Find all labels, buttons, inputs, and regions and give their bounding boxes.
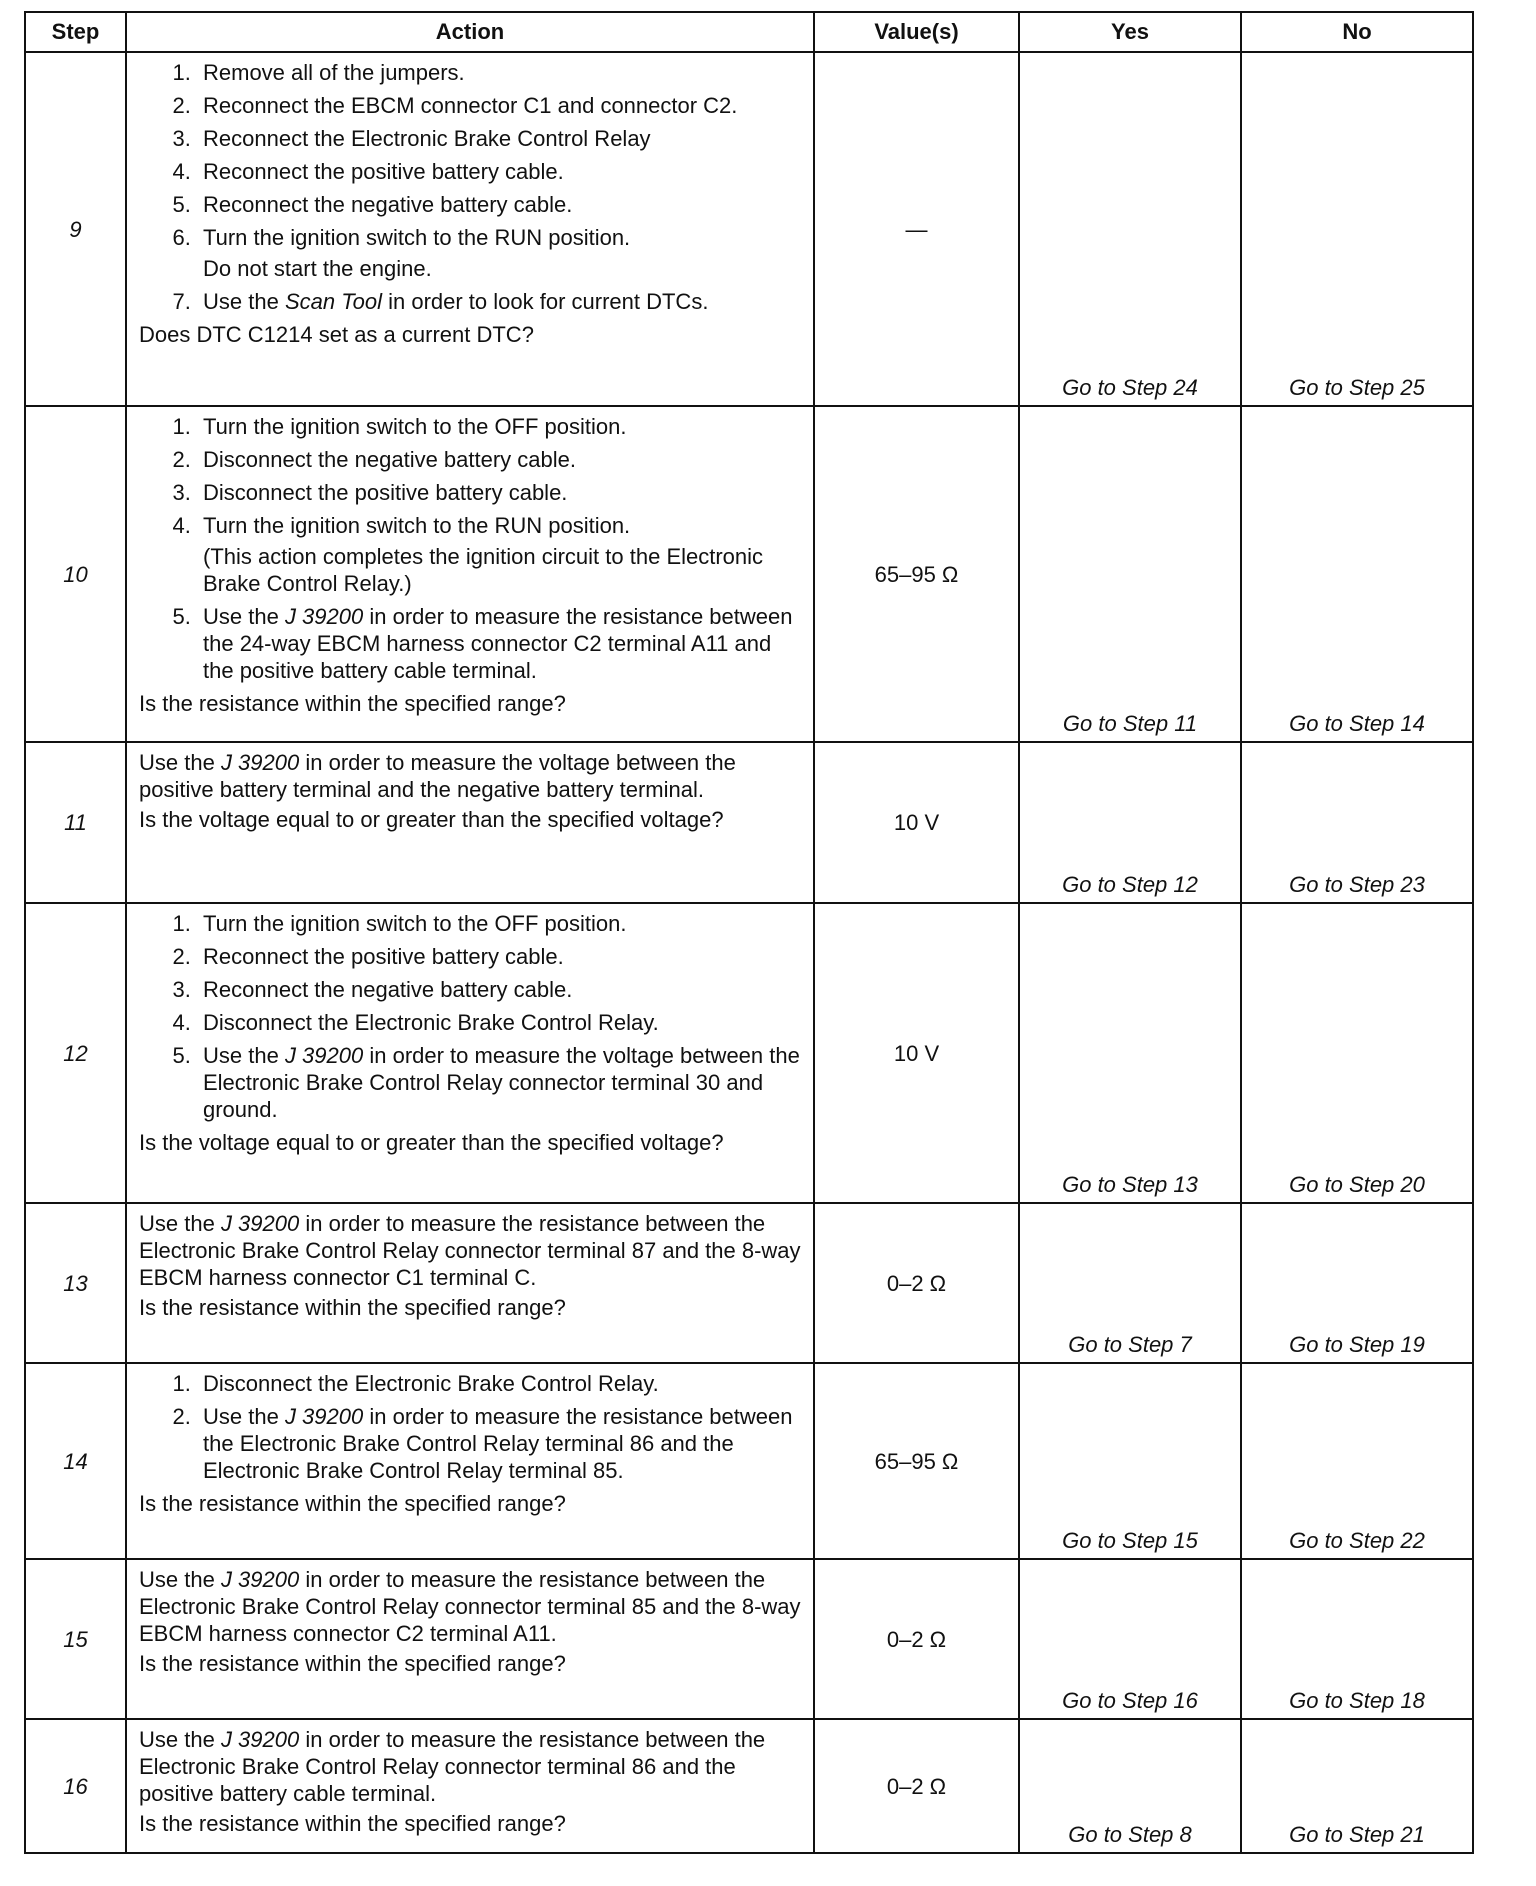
- table-row: [25, 1719, 1473, 1853]
- step-number: 9: [25, 52, 126, 406]
- text-after: in order to measure the resistance between the Electronic Brake Control Relay connector terminal 87 and the 8-way EBCM harness connector C1 terminal C.: [139, 1211, 801, 1290]
- action-step: [197, 1042, 803, 1123]
- text-after: in order to measure the resistance between the Electronic Brake Control Relay terminal 86 and the Electronic Brake Control Relay terminal 85.: [203, 1404, 793, 1483]
- tool-name: J 39200: [220, 1727, 300, 1752]
- action-cell: [126, 903, 814, 1203]
- action-question: Is the resistance within the specified range?: [139, 1651, 566, 1676]
- action-steps: [139, 1370, 803, 1484]
- step-number: 13: [25, 1203, 126, 1363]
- no-cell: Go to Step 19: [1241, 1203, 1473, 1363]
- step-text: Reconnect the negative battery cable.: [203, 192, 573, 217]
- value-cell: 0–2 Ω: [814, 1719, 1019, 1853]
- step-text: Remove all of the jumpers.: [203, 60, 465, 85]
- table-row: [25, 742, 1473, 903]
- step-text: Turn the ignition switch to the RUN position.: [203, 513, 631, 538]
- text-after: in order to measure the resistance between the Electronic Brake Control Relay connector terminal 86 and the positive battery cable terminal.: [139, 1727, 766, 1806]
- action-question: Is the voltage equal to or greater than the specified voltage?: [139, 1130, 724, 1155]
- action-steps: [139, 910, 803, 1123]
- action-question: Is the resistance within the specified range?: [139, 1811, 566, 1836]
- yes-cell: Go to Step 24: [1019, 52, 1241, 406]
- action-paragraph: [139, 1726, 803, 1807]
- action-cell: [126, 1203, 814, 1363]
- step-text: Turn the ignition switch to the OFF position.: [203, 911, 627, 936]
- action-step: [197, 943, 803, 970]
- action-cell: [126, 52, 814, 406]
- text-before: Use the: [139, 750, 221, 775]
- text-before: Use the: [139, 1211, 221, 1236]
- action-step: [197, 224, 803, 282]
- text-before: Use the: [203, 1043, 285, 1068]
- value-cell: 0–2 Ω: [814, 1559, 1019, 1719]
- step-number: 12: [25, 903, 126, 1203]
- value-cell: 65–95 Ω: [814, 406, 1019, 742]
- action-step: [197, 59, 803, 86]
- value-cell: —: [814, 52, 1019, 406]
- step-number: 16: [25, 1719, 126, 1853]
- step-text: Reconnect the Electronic Brake Control Relay: [203, 126, 651, 151]
- text-after: in order to measure the resistance between the 24-way EBCM harness connector C2 terminal A11 and the positive battery cable terminal.: [203, 604, 793, 683]
- table-row: [25, 1559, 1473, 1719]
- step-text: Disconnect the negative battery cable.: [203, 447, 577, 472]
- no-cell: Go to Step 21: [1241, 1719, 1473, 1853]
- action-cell: [126, 1363, 814, 1559]
- action-cell: [126, 742, 814, 903]
- step-text: Reconnect the negative battery cable.: [203, 977, 573, 1002]
- step-note: Do not start the engine.: [203, 256, 432, 281]
- yes-cell: Go to Step 12: [1019, 742, 1241, 903]
- action-question: Is the resistance within the specified range?: [139, 1295, 566, 1320]
- diagnostic-table-sheet: [24, 11, 1472, 1854]
- text-before: Use the: [139, 1727, 221, 1752]
- action-step: [197, 288, 803, 315]
- action-question: Does DTC C1214 set as a current DTC?: [139, 322, 534, 347]
- yes-cell: Go to Step 11: [1019, 406, 1241, 742]
- action-step: [197, 603, 803, 684]
- action-step: [197, 479, 803, 506]
- text-before: Use the: [139, 1567, 221, 1592]
- step-text: Reconnect the positive battery cable.: [203, 159, 564, 184]
- header-yes: Yes: [1019, 12, 1241, 52]
- step-text: Disconnect the Electronic Brake Control Relay.: [203, 1010, 659, 1035]
- tool-name: J 39200: [284, 604, 364, 629]
- action-step: [197, 92, 803, 119]
- step-number: 15: [25, 1559, 126, 1719]
- text-after: in order to measure the voltage between the positive battery terminal and the negative battery terminal.: [139, 750, 736, 802]
- text-before: Use the: [203, 1404, 285, 1429]
- table-body: [25, 52, 1473, 1853]
- action-cell: [126, 406, 814, 742]
- yes-cell: Go to Step 15: [1019, 1363, 1241, 1559]
- action-steps: [139, 413, 803, 684]
- tool-name: Scan Tool: [284, 289, 382, 314]
- action-step: [197, 1403, 803, 1484]
- action-steps: [139, 59, 803, 315]
- action-step: [197, 976, 803, 1003]
- diagnostic-table: [24, 11, 1474, 1854]
- tool-name: J 39200: [220, 750, 300, 775]
- step-number: 10: [25, 406, 126, 742]
- yes-cell: Go to Step 16: [1019, 1559, 1241, 1719]
- action-question: Is the voltage equal to or greater than the specified voltage?: [139, 807, 724, 832]
- text-before: Use the: [203, 604, 285, 629]
- step-text: Reconnect the EBCM connector C1 and connector C2.: [203, 93, 738, 118]
- action-step: [197, 125, 803, 152]
- table-row: [25, 1203, 1473, 1363]
- no-cell: Go to Step 25: [1241, 52, 1473, 406]
- table-row: [25, 52, 1473, 406]
- tool-name: J 39200: [220, 1567, 300, 1592]
- header-values: Value(s): [814, 12, 1019, 52]
- action-cell: [126, 1719, 814, 1853]
- table-row: [25, 903, 1473, 1203]
- value-cell: 65–95 Ω: [814, 1363, 1019, 1559]
- action-paragraph: [139, 1210, 803, 1291]
- action-step: [197, 446, 803, 473]
- action-question: Is the resistance within the specified range?: [139, 1491, 566, 1516]
- step-text: Turn the ignition switch to the OFF position.: [203, 414, 627, 439]
- header-action: Action: [126, 12, 814, 52]
- step-text: Disconnect the Electronic Brake Control Relay.: [203, 1371, 659, 1396]
- tool-name: J 39200: [284, 1043, 364, 1068]
- value-cell: 10 V: [814, 742, 1019, 903]
- tool-name: J 39200: [284, 1404, 364, 1429]
- action-step: [197, 413, 803, 440]
- header-step: Step: [25, 12, 126, 52]
- step-text: Disconnect the positive battery cable.: [203, 480, 568, 505]
- text-after: in order to measure the resistance between the Electronic Brake Control Relay connector terminal 85 and the 8-way EBCM harness connector C2 terminal A11.: [139, 1567, 801, 1646]
- step-note: (This action completes the ignition circuit to the Electronic Brake Control Relay.): [203, 544, 764, 596]
- yes-cell: Go to Step 8: [1019, 1719, 1241, 1853]
- table-row: [25, 1363, 1473, 1559]
- action-step: [197, 512, 803, 597]
- no-cell: Go to Step 22: [1241, 1363, 1473, 1559]
- step-number: 11: [25, 742, 126, 903]
- step-text: Turn the ignition switch to the RUN position.: [203, 225, 631, 250]
- value-cell: 0–2 Ω: [814, 1203, 1019, 1363]
- value-cell: 10 V: [814, 903, 1019, 1203]
- action-cell: [126, 1559, 814, 1719]
- action-step: [197, 191, 803, 218]
- header-no: No: [1241, 12, 1473, 52]
- action-paragraph: [139, 1566, 803, 1647]
- text-before: Use the: [203, 289, 285, 314]
- no-cell: Go to Step 14: [1241, 406, 1473, 742]
- no-cell: Go to Step 18: [1241, 1559, 1473, 1719]
- yes-cell: Go to Step 7: [1019, 1203, 1241, 1363]
- action-question: Is the resistance within the specified range?: [139, 691, 566, 716]
- tool-name: J 39200: [220, 1211, 300, 1236]
- action-step: [197, 1370, 803, 1397]
- no-cell: Go to Step 23: [1241, 742, 1473, 903]
- action-paragraph: [139, 749, 803, 803]
- action-step: [197, 910, 803, 937]
- yes-cell: Go to Step 13: [1019, 903, 1241, 1203]
- step-text: Reconnect the positive battery cable.: [203, 944, 564, 969]
- action-step: [197, 1009, 803, 1036]
- action-step: [197, 158, 803, 185]
- no-cell: Go to Step 20: [1241, 903, 1473, 1203]
- step-number: 14: [25, 1363, 126, 1559]
- text-after: in order to look for current DTCs.: [381, 289, 709, 314]
- text-after: in order to measure the voltage between the Electronic Brake Control Relay connector terminal 30 and ground.: [203, 1043, 800, 1122]
- header-row: [25, 12, 1473, 52]
- table-row: [25, 406, 1473, 742]
